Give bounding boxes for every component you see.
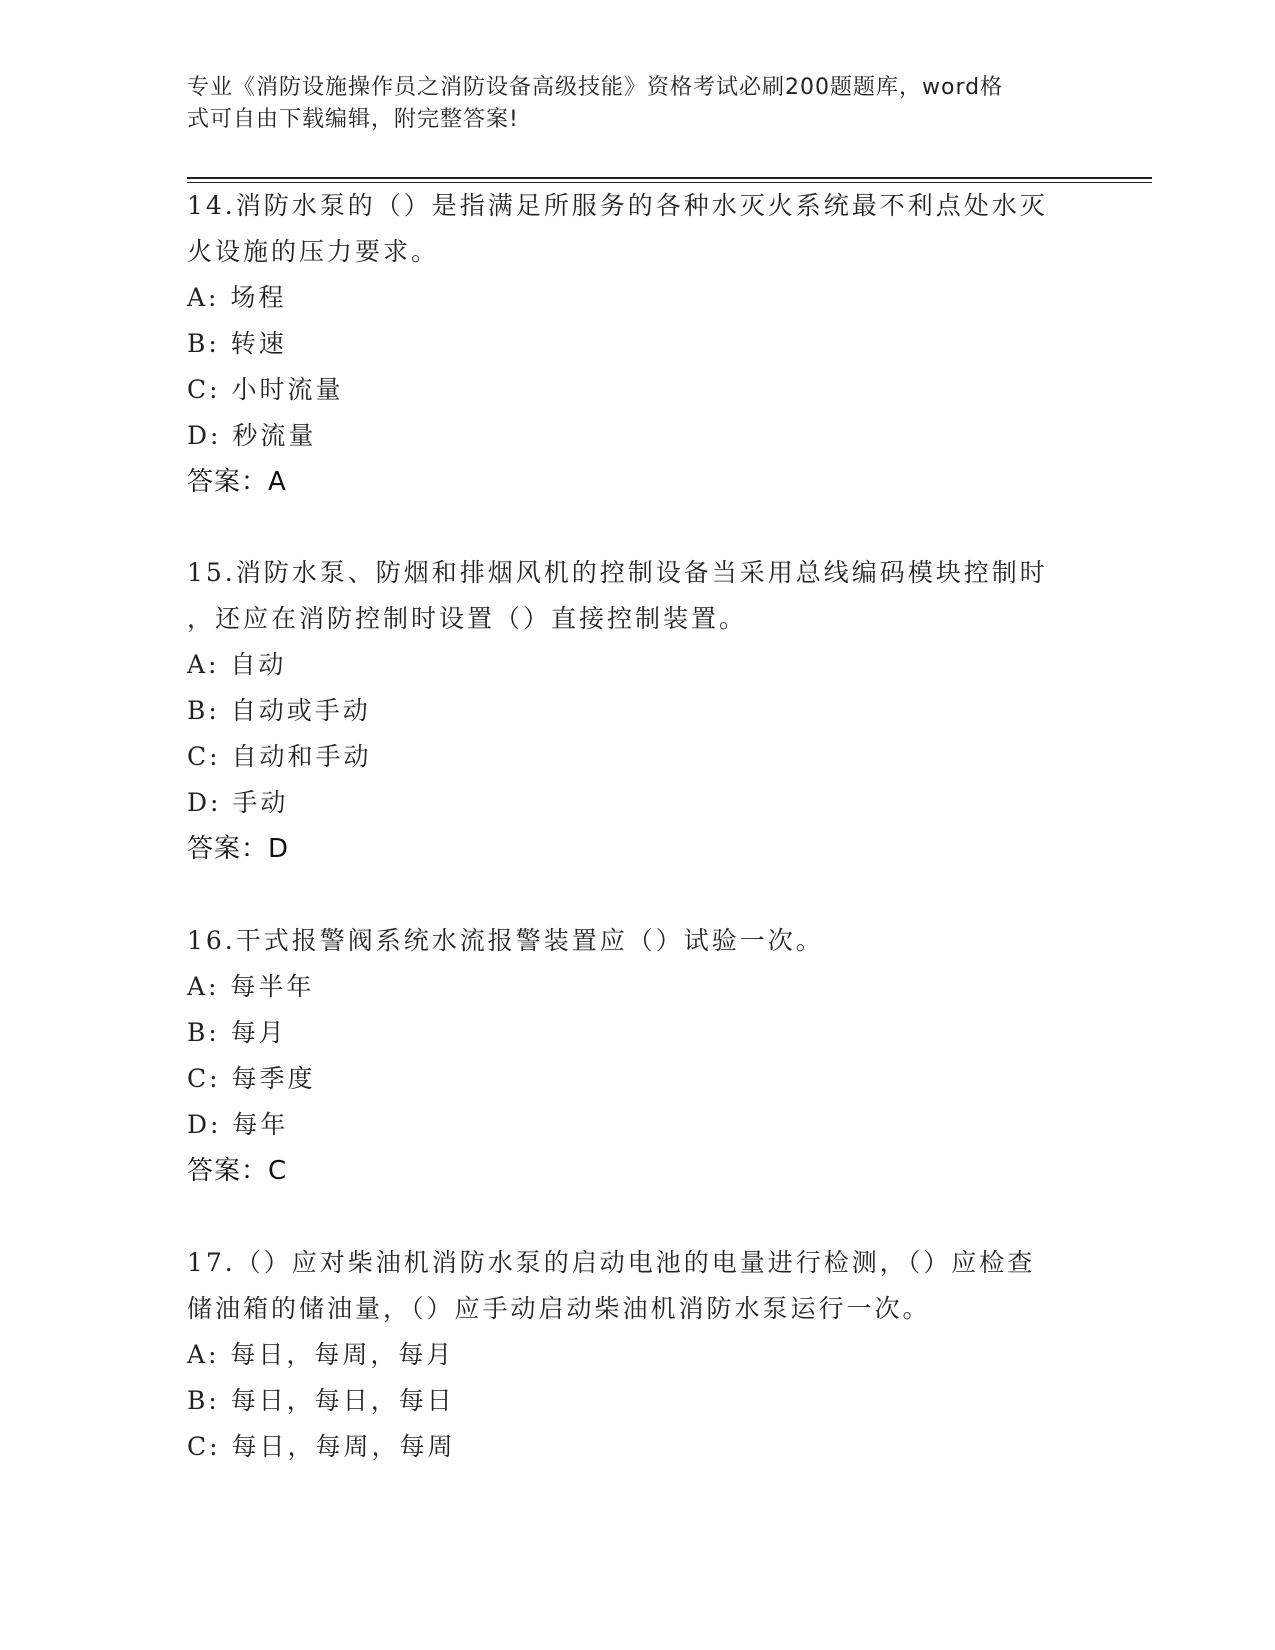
question-16	[187, 918, 1087, 1194]
option-d: D: 秒流量	[187, 421, 317, 450]
question-15	[187, 550, 1087, 872]
question-stem-line-2: 火设施的压力要求。	[187, 237, 440, 266]
option-a: A: 场程	[187, 283, 287, 312]
option-d: D: 手动	[187, 788, 289, 817]
answer: 答案：A	[187, 467, 287, 497]
option-b: B: 转速	[187, 329, 287, 358]
header-line-1: 专业《消防设施操作员之消防设备高级技能》资格考试必刷200题题库，word格	[187, 75, 1004, 100]
question-14	[187, 183, 1087, 505]
option-c: C: 自动和手动	[187, 742, 372, 771]
document-header	[187, 72, 1067, 136]
option-c: C: 每季度	[187, 1064, 316, 1093]
question-stem-line-1: 14.消防水泵的（）是指满足所服务的各种水灭火系统最不利点处水灭	[187, 191, 1048, 220]
question-17	[187, 1240, 1087, 1470]
question-stem-line-1: 16.干式报警阀系统水流报警装置应（）试验一次。	[187, 926, 824, 955]
option-c: C: 小时流量	[187, 375, 344, 404]
option-b: B: 每月	[187, 1018, 287, 1047]
option-c: C: 每日，每周，每周	[187, 1432, 456, 1461]
question-stem-line-1: 17.（）应对柴油机消防水泵的启动电池的电量进行检测，（）应检查	[187, 1248, 1036, 1277]
option-b: B: 每日，每日，每日	[187, 1386, 455, 1415]
option-a: A: 自动	[187, 650, 287, 679]
question-stem-line-1: 15.消防水泵、防烟和排烟风机的控制设备当采用总线编码模块控制时	[187, 558, 1048, 587]
answer: 答案：C	[187, 1156, 288, 1186]
option-a: A: 每日，每周，每月	[187, 1340, 455, 1369]
option-a: A: 每半年	[187, 972, 315, 1001]
header-divider-thick	[187, 177, 1152, 179]
question-stem-line-2: ，还应在消防控制时设置（）直接控制装置。	[187, 604, 748, 633]
answer: 答案：D	[187, 834, 290, 864]
question-stem-line-2: 储油箱的储油量，（）应手动启动柴油机消防水泵运行一次。	[187, 1294, 931, 1323]
header-line-2: 式可自由下载编辑，附完整答案!	[187, 107, 519, 132]
option-b: B: 自动或手动	[187, 696, 371, 725]
option-d: D: 每年	[187, 1110, 289, 1139]
